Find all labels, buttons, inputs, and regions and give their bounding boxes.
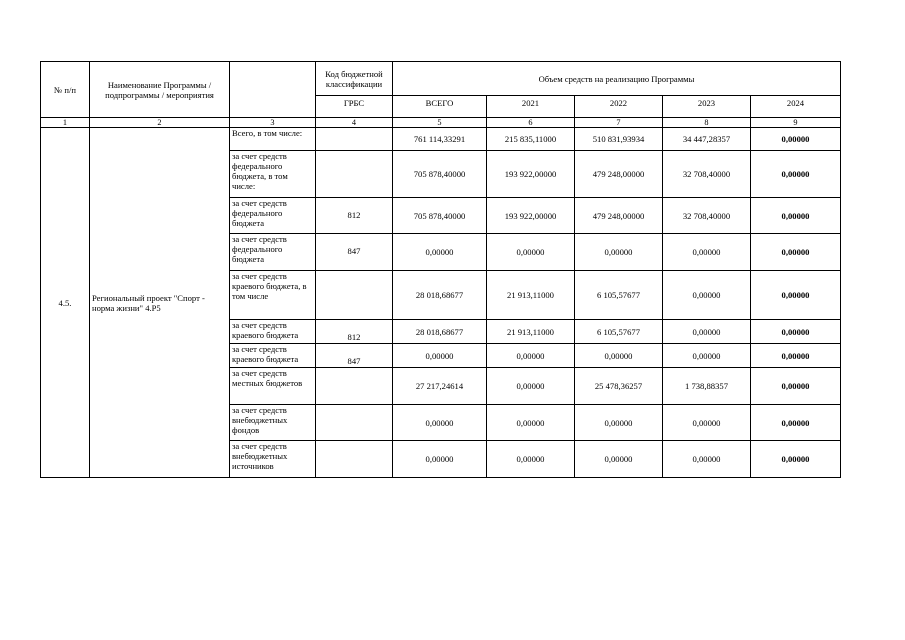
amount-y2024: 0,00000 [751,271,841,320]
amount-y2023: 34 447,28357 [663,128,751,151]
col-number: 6 [487,118,575,128]
amount-total: 705 878,40000 [393,151,487,198]
amount-y2021: 0,00000 [487,344,575,368]
funding-source: за счет средств краевого бюджета [230,344,316,368]
amount-y2022: 0,00000 [575,441,663,478]
amount-y2023: 0,00000 [663,405,751,441]
header-volume: Объем средств на реализацию Программы [393,62,841,96]
amount-total: 27 217,24614 [393,368,487,405]
item-number: 4.5. [41,128,90,478]
col-number: 3 [230,118,316,128]
amount-y2023: 32 708,40000 [663,151,751,198]
grbs-code [316,441,393,478]
amount-y2023: 0,00000 [663,234,751,271]
amount-y2021: 21 913,11000 [487,320,575,344]
amount-total: 0,00000 [393,441,487,478]
amount-y2024: 0,00000 [751,198,841,234]
amount-y2023: 0,00000 [663,271,751,320]
amount-total: 761 114,33291 [393,128,487,151]
funding-source: за счет средств внебюджетных фондов [230,405,316,441]
grbs-code: 812 [316,320,393,344]
program-budget-table [40,61,841,478]
grbs-code [316,128,393,151]
funding-source: за счет средств федерального бюджета, в том числе: [230,151,316,198]
grbs-code [316,271,393,320]
amount-y2023: 1 738,88357 [663,368,751,405]
header-empty [230,62,316,118]
amount-y2024: 0,00000 [751,128,841,151]
amount-y2022: 479 248,00000 [575,151,663,198]
amount-y2023: 0,00000 [663,344,751,368]
grbs-code [316,151,393,198]
table-row [41,128,841,151]
amount-y2021: 0,00000 [487,368,575,405]
col-number: 4 [316,118,393,128]
funding-source: Всего, в том числе: [230,128,316,151]
amount-y2022: 6 105,57677 [575,320,663,344]
amount-y2022: 6 105,57677 [575,271,663,320]
amount-y2024: 0,00000 [751,405,841,441]
grbs-code [316,405,393,441]
item-name: Региональный проект "Спорт - норма жизни" 4.P5 [90,128,230,478]
amount-y2021: 193 922,00000 [487,198,575,234]
grbs-code: 847 [316,344,393,368]
amount-y2021: 0,00000 [487,234,575,271]
col-number: 2 [90,118,230,128]
col-number: 8 [663,118,751,128]
header-row [41,62,841,96]
amount-y2022: 510 831,93934 [575,128,663,151]
budget-sheet [40,61,841,478]
amount-total: 0,00000 [393,344,487,368]
grbs-code [316,368,393,405]
col-number: 7 [575,118,663,128]
grbs-code: 847 [316,234,393,271]
funding-source: за счет средств местных бюджетов [230,368,316,405]
amount-y2024: 0,00000 [751,320,841,344]
grbs-code: 812 [316,198,393,234]
funding-source: за счет средств краевого бюджета [230,320,316,344]
amount-y2021: 0,00000 [487,405,575,441]
column-number-row [41,118,841,128]
header-name: Наименование Программы / подпрограммы / мероприятия [90,62,230,118]
header-2024: 2024 [751,96,841,118]
header-code: Код бюджетной классификации [316,62,393,96]
amount-y2022: 0,00000 [575,234,663,271]
amount-y2021: 0,00000 [487,441,575,478]
amount-y2023: 32 708,40000 [663,198,751,234]
amount-y2022: 0,00000 [575,344,663,368]
amount-y2024: 0,00000 [751,234,841,271]
amount-total: 0,00000 [393,234,487,271]
header-2021: 2021 [487,96,575,118]
amount-y2023: 0,00000 [663,320,751,344]
header-num: № п/п [41,62,90,118]
col-number: 9 [751,118,841,128]
funding-source: за счет средств внебюджетных источников [230,441,316,478]
amount-y2021: 193 922,00000 [487,151,575,198]
amount-y2022: 25 478,36257 [575,368,663,405]
header-total: ВСЕГО [393,96,487,118]
amount-y2024: 0,00000 [751,151,841,198]
amount-y2022: 479 248,00000 [575,198,663,234]
col-number: 1 [41,118,90,128]
amount-total: 28 018,68677 [393,320,487,344]
amount-total: 705 878,40000 [393,198,487,234]
amount-y2021: 215 835,11000 [487,128,575,151]
funding-source: за счет средств краевого бюджета, в том числе [230,271,316,320]
amount-y2022: 0,00000 [575,405,663,441]
col-number: 5 [393,118,487,128]
funding-source: за счет средств федерального бюджета [230,198,316,234]
amount-y2024: 0,00000 [751,441,841,478]
header-2022: 2022 [575,96,663,118]
amount-y2024: 0,00000 [751,368,841,405]
amount-y2024: 0,00000 [751,344,841,368]
amount-y2023: 0,00000 [663,441,751,478]
funding-source: за счет средств федерального бюджета [230,234,316,271]
amount-total: 0,00000 [393,405,487,441]
amount-total: 28 018,68677 [393,271,487,320]
header-grbs: ГРБС [316,96,393,118]
header-2023: 2023 [663,96,751,118]
amount-y2021: 21 913,11000 [487,271,575,320]
